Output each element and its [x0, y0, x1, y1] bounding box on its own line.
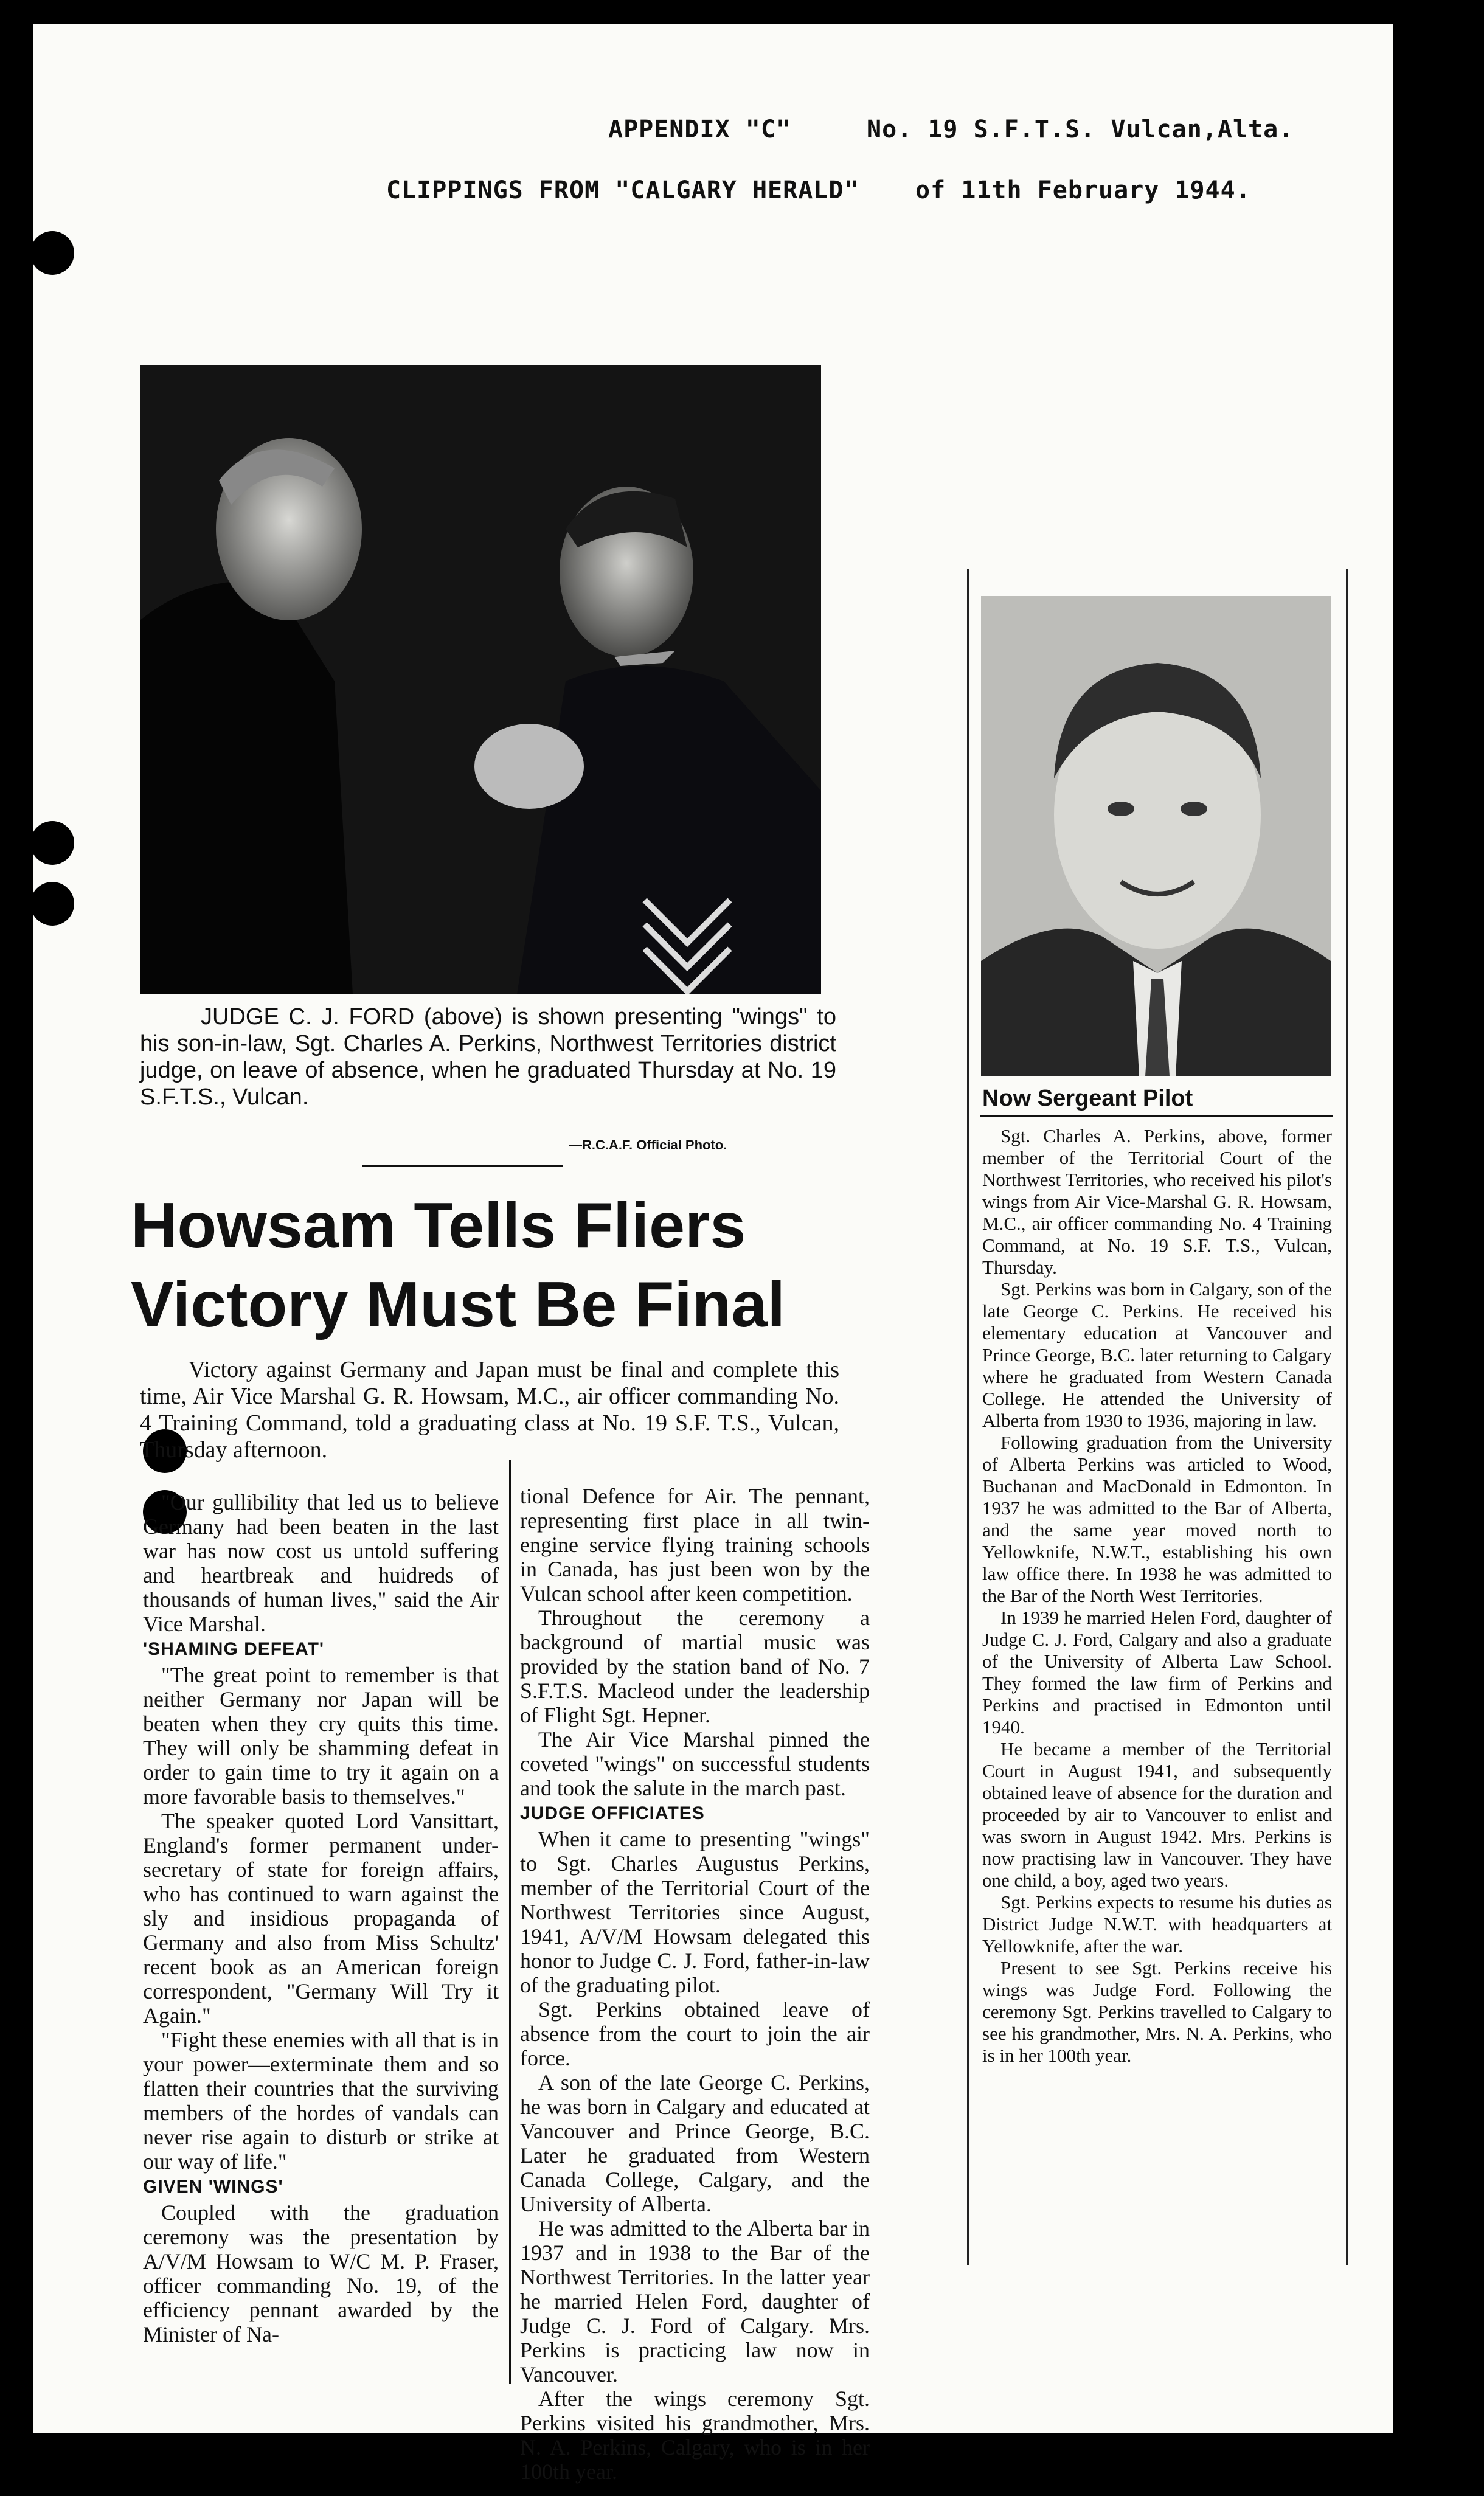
lead-text: Victory against Germany and Japan must be final and complete this time, Air Vice Marshal G. R. Howsam, M.C., air officer commanding No. 4 Training Command, told a graduating class at No. 19 S.F. T.S., Vulcan, Thursday afternoon.: [140, 1357, 839, 1463]
paragraph: "Fight these enemies with all that is in your power—exterminate them and so flatten their countries that the surviving members of the hordes of vandals can never rise again to disturb or strike at our way of life.": [143, 2028, 499, 2174]
subhead-given-wings: GIVEN 'WINGS': [143, 2177, 283, 2197]
middle-column: [520, 1484, 870, 2484]
subhead-shaming-defeat: 'SHAMING DEFEAT': [143, 1639, 325, 1659]
side-clipping: [967, 569, 1348, 2265]
paragraph: tional Defence for Air. The pennant, representing first place in all twin-engine service flying training schools in Canada, has just been won by the Vulcan school after keen competition.: [520, 1484, 870, 1606]
appendix-label: APPENDIX "C": [608, 116, 791, 144]
photo-judge-and-pilot: [140, 365, 821, 994]
paragraph: The Air Vice Marshal pinned the coveted "wings" on successful students and took the salute in the march past.: [520, 1727, 870, 1800]
paragraph: Sgt. Charles A. Perkins, above, former member of the Territorial Court of the Northwest Territories, who received his pilot's wings from Air Vice-Marshal G. R. Howsam, M.C., air officer commanding No. 4 Training Command, at No. 19 S.F. T.S., Vulcan, Thursday.: [982, 1125, 1332, 1278]
paragraph: After the wings ceremony Sgt. Perkins visited his grandmother, Mrs. N. A. Perkins, Calgary, who is in her 100th year.: [520, 2387, 870, 2484]
paragraph: Sgt. Perkins obtained leave of absence from the court to join the air force.: [520, 1997, 870, 2070]
side-headline: Now Sergeant Pilot: [982, 1086, 1193, 1111]
paragraph: Coupled with the graduation ceremony was the presentation by A/V/M Howsam to W/C M. P. Fraser, officer commanding No. 19, of the efficiency pennant awarded by the Minister of Na-: [143, 2200, 499, 2346]
main-headline: [131, 1186, 842, 1344]
caption-text: JUDGE C. J. FORD (above) is shown presenting "wings" to his son-in-law, Sgt. Charles A. Perkins, Northwest Territories district judge, on leave of absence, when he graduated Thursday at No. 19 S.F.T.S., Vulcan.: [140, 1004, 836, 1110]
clipping-date: of 11th February 1944.: [915, 176, 1251, 204]
binder-hole: [30, 231, 74, 275]
paragraph: A son of the late George C. Perkins, he was born in Calgary and educated at Vancouver and Prince George, B.C. Later he graduated from Western Canada College, Calgary, and the University of Alberta.: [520, 2070, 870, 2216]
paragraph: Following graduation from the University of Alberta Perkins was articled to Wood, Buchanan and MacDonald in Edmonton. In 1937 he was admitted to the Bar of Alberta, and the same year moved north to Yellowknife, N.W.T., establishing his own law office there. In 1938 he was admitted to the Bar of the North West Territories.: [982, 1432, 1332, 1606]
photo-credit: —R.C.A.F. Official Photo.: [569, 1137, 727, 1153]
binder-hole: [30, 821, 74, 865]
document-page: [33, 24, 1393, 2484]
paragraph: In 1939 he married Helen Ford, daughter of Judge C. J. Ford, Calgary and also a graduate of the University of Alberta Law School. They formed the law firm of Perkins and Perkins and practised in Edmonton until 1940.: [982, 1607, 1332, 1738]
presentation-photo: [140, 365, 821, 994]
clippings-source: CLIPPINGS FROM "CALGARY HERALD": [386, 176, 859, 204]
subhead-judge-officiates: JUDGE OFFICIATES: [520, 1803, 705, 1823]
headline-line-1: Howsam Tells Fliers: [131, 1190, 746, 1261]
photo-caption: [140, 1004, 836, 1111]
side-article: [982, 1125, 1332, 2067]
headline-divider: [362, 1165, 563, 1167]
binder-hole: [30, 882, 74, 926]
portrait-photo: [981, 596, 1331, 1076]
paragraph: The speaker quoted Lord Vansittart, England's former permanent under-secretary of state for foreign affairs, who has continued to warn against the sly and insidious propaganda of Germany and also from Miss Schultz' recent book as an American foreign correspondent, "Germany Will Try it Again.": [143, 1809, 499, 2028]
paragraph: "The great point to remember is that neither Germany nor Japan will be beaten when they cry quits this time. They will only be shamming defeat in order to gain time to try it again on a more favorable basis to themselves.": [143, 1663, 499, 1809]
paragraph: He was admitted to the Alberta bar in 1937 and in 1938 to the Bar of the Northwest Territories. In the latter year he married Helen Ford, daughter of Judge C. J. Ford of Calgary. Mrs. Perkins is practicing law now in Vancouver.: [520, 2216, 870, 2387]
paragraph: Sgt. Perkins expects to resume his duties as District Judge N.W.T. with headquarters at Yellowknife, after the war.: [982, 1891, 1332, 1957]
unit-label: No. 19 S.F.T.S. Vulcan,Alta.: [867, 116, 1294, 144]
portrait-of-perkins: [981, 596, 1331, 1076]
paragraph: Throughout the ceremony a background of martial music was provided by the station band of No. 7 S.F.T.S. Macleod under the leadership of Flight Sgt. Hepner.: [520, 1606, 870, 1727]
headline-line-2: Victory Must Be Final: [131, 1269, 785, 1340]
paragraph: He became a member of the Territorial Court in August 1941, and subsequently obtained leave of absence for the duration and proceeded by air to Vancouver to enlist and was sworn in August 1942. Mrs. Perkins is now practising law in Vancouver. They have one child, a boy, aged two years.: [982, 1738, 1332, 1891]
paragraph: When it came to presenting "wings" to Sgt. Charles Augustus Perkins, member of the Territorial Court of the Northwest Territories since August, 1941, A/V/M Howsam delegated this honor to Judge C. J. Ford, father-in-law of the graduating pilot.: [520, 1827, 870, 1997]
paragraph: Present to see Sgt. Perkins receive his wings was Judge Ford. Following the ceremony Sgt. Perkins travelled to Calgary to see his grandmother, Mrs. N. A. Perkins, who is in her 100th year.: [982, 1957, 1332, 2066]
paragraph: Sgt. Perkins was born in Calgary, son of the late George C. Perkins. He received his elementary education at Vancouver and Prince George, B.C. later returning to Calgary where he graduated from Western Canada College. He attended the University of Alberta from 1930 to 1936, majoring in law.: [982, 1278, 1332, 1431]
paragraph: "Our gullibility that led us to believe Germany had been beaten in the last war has now cost us untold suffering and heartbreak and huidreds of thousands of human lives," said the Air Vice Marshal.: [143, 1490, 499, 1636]
headline-underline: [980, 1115, 1333, 1117]
lead-paragraph: [140, 1356, 839, 1463]
left-column: [143, 1490, 499, 2346]
column-divider: [509, 1460, 511, 2384]
